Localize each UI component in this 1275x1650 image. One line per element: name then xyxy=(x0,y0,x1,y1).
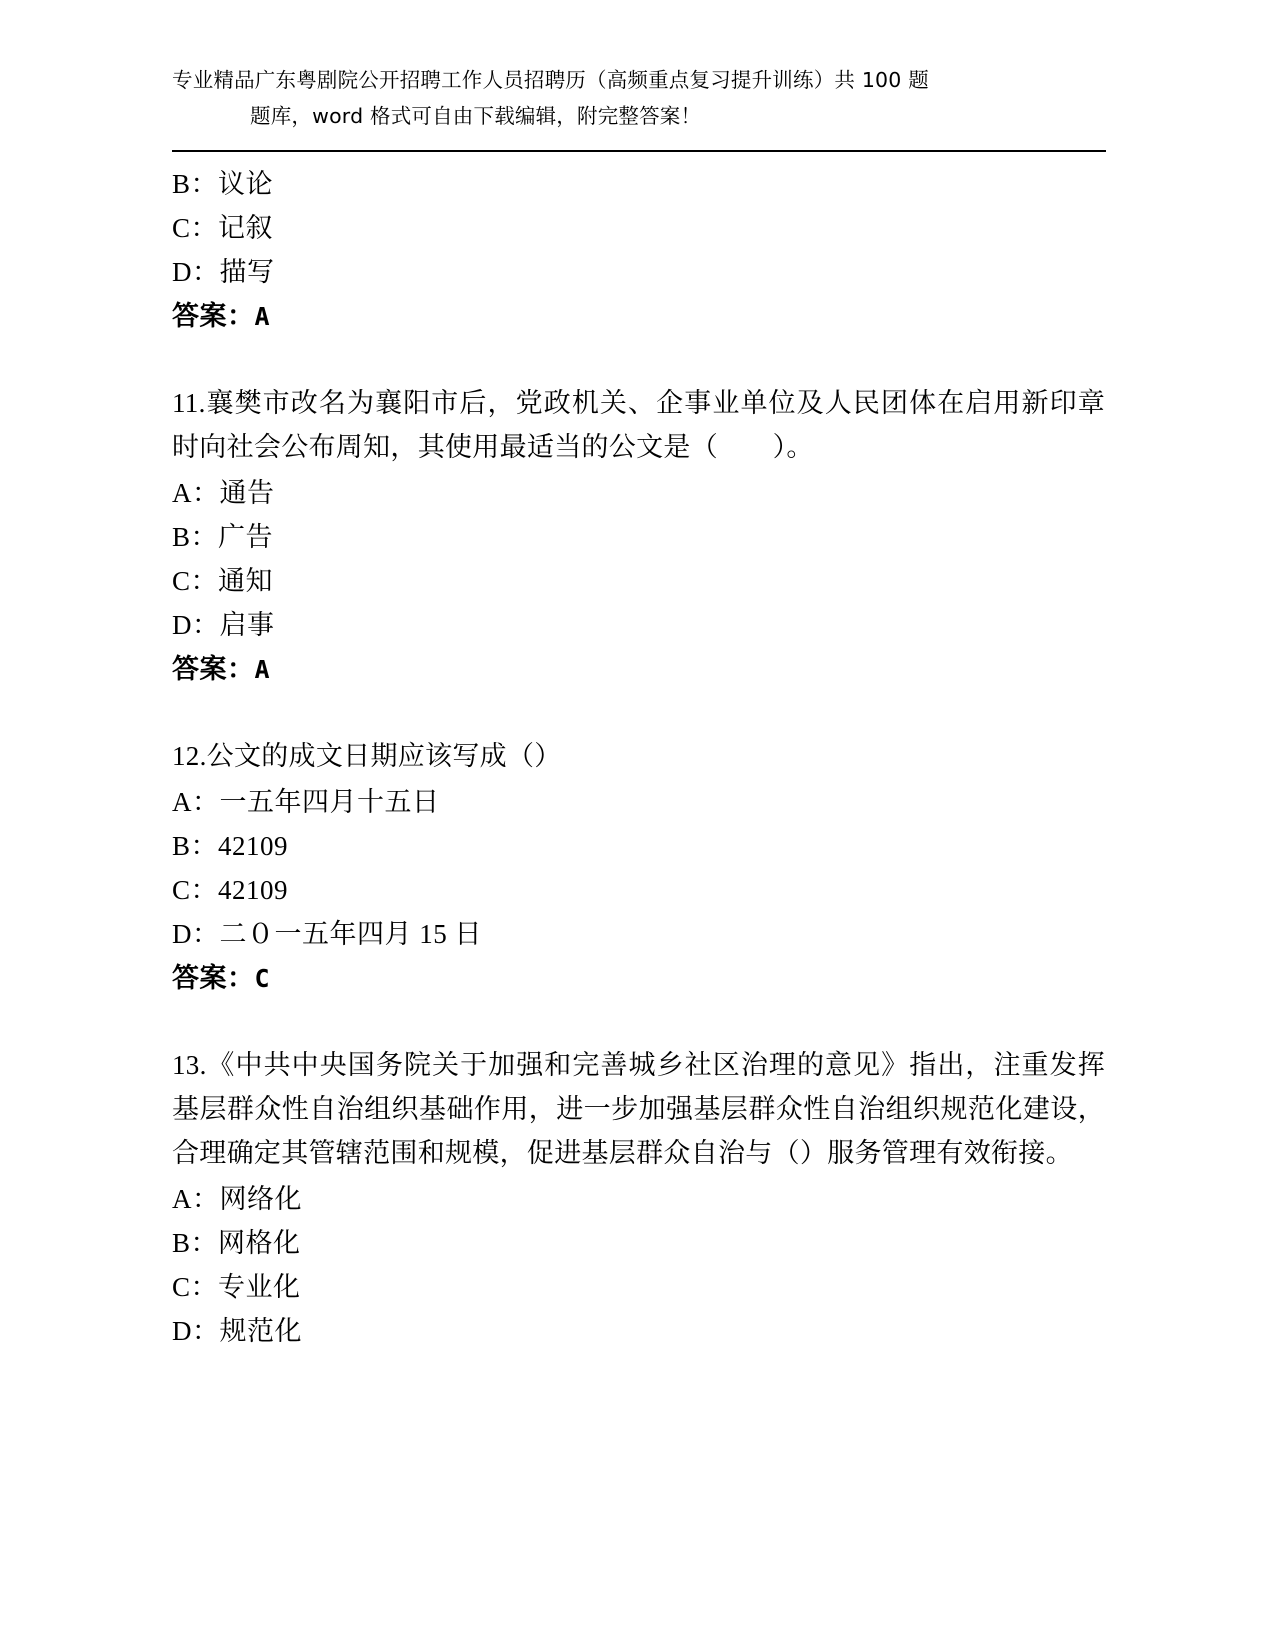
option-item: C：专业化 xyxy=(172,1272,301,1302)
question-body: 《中共中央国务院关于加强和完善城乡社区治理的意见》指出，注重发挥基层群众性自治组织基础作用，进一步加强基层群众性自治组织规范化建设，合理确定其管辖范围和规模，促进基层群众自治与（）服务管理有效衔接。 xyxy=(172,1050,1105,1168)
question-12 xyxy=(172,734,1105,1001)
option-item: C：记叙 xyxy=(172,213,274,243)
header-line-2: 题库，word 格式可自由下载编辑，附完整答案！ xyxy=(250,104,702,128)
question-text xyxy=(172,381,1105,469)
answer-value: A xyxy=(254,655,271,684)
answer-label: 答案： xyxy=(172,301,255,331)
question-number: 13. xyxy=(172,1050,207,1080)
continued-question-block xyxy=(172,162,1105,339)
question-text xyxy=(172,734,1105,778)
option-item: D：二０一五年四月 15 日 xyxy=(172,919,482,949)
answer-line xyxy=(172,647,1105,692)
option-item: A：网络化 xyxy=(172,1184,302,1214)
header-divider xyxy=(172,150,1106,152)
question-number: 12. xyxy=(172,741,207,771)
option-item: C：通知 xyxy=(172,566,274,596)
option-item: A：通告 xyxy=(172,478,275,508)
page-header xyxy=(172,62,1105,134)
option-item: D：启事 xyxy=(172,610,275,640)
option-item: B：42109 xyxy=(172,831,289,861)
option-item: A：一五年四月十五日 xyxy=(172,787,440,817)
question-body: 公文的成文日期应该写成（） xyxy=(206,741,562,771)
question-13 xyxy=(172,1043,1105,1353)
option-list xyxy=(172,1177,1105,1353)
question-11 xyxy=(172,381,1105,692)
option-list xyxy=(172,162,1105,294)
answer-value: A xyxy=(254,302,271,331)
question-text xyxy=(172,1043,1105,1175)
answer-label: 答案： xyxy=(172,654,255,684)
answer-line xyxy=(172,294,1105,339)
question-body: 襄樊市改名为襄阳市后，党政机关、企事业单位及人民团体在启用新印章时向社会公布周知，其使用最适当的公文是（ ）。 xyxy=(172,388,1105,462)
header-line-1: 专业精品广东粤剧院公开招聘工作人员招聘历（高频重点复习提升训练）共 100 题 xyxy=(172,68,929,92)
option-item: B：网格化 xyxy=(172,1228,301,1258)
answer-value: C xyxy=(254,964,271,993)
answer-line xyxy=(172,956,1105,1001)
answer-label: 答案： xyxy=(172,963,255,993)
option-list xyxy=(172,780,1105,956)
option-item: B：议论 xyxy=(172,169,274,199)
option-item: B：广告 xyxy=(172,522,274,552)
option-item: D：描写 xyxy=(172,257,275,287)
option-item: D：规范化 xyxy=(172,1316,302,1346)
question-number: 11. xyxy=(172,388,206,418)
option-item: C：42109 xyxy=(172,875,289,905)
option-list xyxy=(172,471,1105,647)
